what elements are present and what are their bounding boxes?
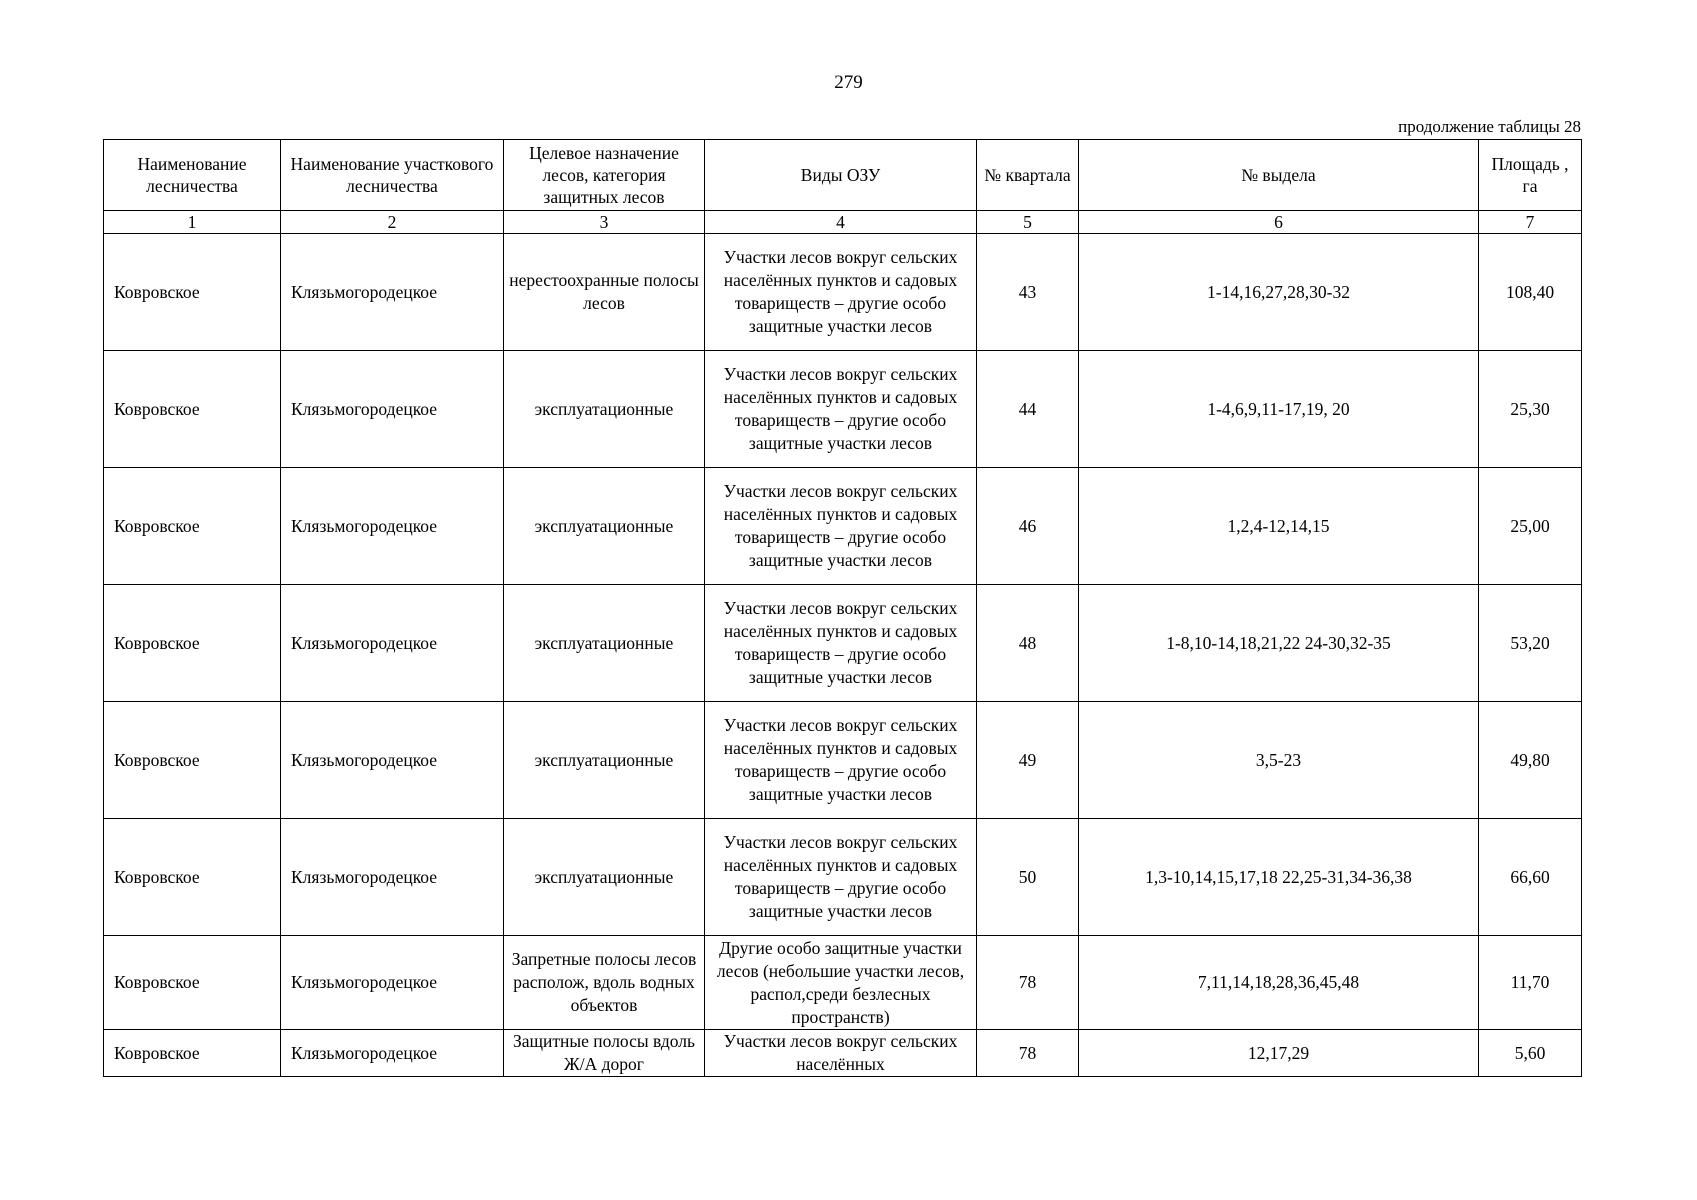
header-plot-number: № выдела bbox=[1079, 140, 1479, 211]
plot-number-cell: 1-4,6,9,11-17,19, 20 bbox=[1079, 351, 1479, 468]
ozu-type-cell: Участки лесов вокруг сельских населённых пунктов и садовых товариществ – другие особо защитные участки лесов bbox=[705, 585, 977, 702]
column-number-row bbox=[104, 211, 1582, 234]
table-row bbox=[104, 702, 1582, 819]
area-cell: 108,40 bbox=[1479, 234, 1582, 351]
table-row bbox=[104, 234, 1582, 351]
forestry-cell: Ковровское bbox=[104, 936, 281, 1030]
forestry-cell: Ковровское bbox=[104, 819, 281, 936]
column-number: 6 bbox=[1079, 211, 1479, 234]
ozu-type-cell: Участки лесов вокруг сельских населённых пунктов и садовых товариществ – другие особо защитные участки лесов bbox=[705, 702, 977, 819]
quarter-number-cell: 48 bbox=[977, 585, 1079, 702]
forestry-cell: Ковровское bbox=[104, 468, 281, 585]
plot-number-cell: 1-8,10-14,18,21,22 24-30,32-35 bbox=[1079, 585, 1479, 702]
header-row bbox=[104, 140, 1582, 211]
area-cell: 25,30 bbox=[1479, 351, 1582, 468]
table-row bbox=[104, 819, 1582, 936]
district-forestry-cell: Клязьмогородецкое bbox=[281, 936, 504, 1030]
table-row bbox=[104, 468, 1582, 585]
column-number: 3 bbox=[504, 211, 705, 234]
quarter-number-cell: 78 bbox=[977, 936, 1079, 1030]
header-area: Площадь , га bbox=[1479, 140, 1582, 211]
forestry-cell: Ковровское bbox=[104, 351, 281, 468]
plot-number-cell: 1,2,4-12,14,15 bbox=[1079, 468, 1479, 585]
page-number: 279 bbox=[834, 72, 863, 93]
area-cell: 25,00 bbox=[1479, 468, 1582, 585]
column-number: 7 bbox=[1479, 211, 1582, 234]
area-cell: 11,70 bbox=[1479, 936, 1582, 1030]
area-cell: 5,60 bbox=[1479, 1030, 1582, 1077]
district-forestry-cell: Клязьмогородецкое bbox=[281, 702, 504, 819]
plot-number-cell: 3,5-23 bbox=[1079, 702, 1479, 819]
purpose-category-cell: эксплуатационные bbox=[504, 702, 705, 819]
plot-number-cell: 12,17,29 bbox=[1079, 1030, 1479, 1077]
area-cell: 66,60 bbox=[1479, 819, 1582, 936]
column-number: 4 bbox=[705, 211, 977, 234]
district-forestry-cell: Клязьмогородецкое bbox=[281, 819, 504, 936]
plot-number-cell: 1,3-10,14,15,17,18 22,25-31,34-36,38 bbox=[1079, 819, 1479, 936]
header-forestry: Наименование лесничества bbox=[104, 140, 281, 211]
forestry-cell: Ковровское bbox=[104, 585, 281, 702]
table-row bbox=[104, 585, 1582, 702]
ozu-type-cell: Участки лесов вокруг сельских населённых bbox=[705, 1030, 977, 1077]
column-number: 2 bbox=[281, 211, 504, 234]
ozu-type-cell: Участки лесов вокруг сельских населённых пунктов и садовых товариществ – другие особо защитные участки лесов bbox=[705, 234, 977, 351]
quarter-number-cell: 78 bbox=[977, 1030, 1079, 1077]
district-forestry-cell: Клязьмогородецкое bbox=[281, 585, 504, 702]
area-cell: 49,80 bbox=[1479, 702, 1582, 819]
ozu-type-cell: Другие особо защитные участки лесов (небольшие участки лесов, распол,среди безлесных пространств) bbox=[705, 936, 977, 1030]
quarter-number-cell: 44 bbox=[977, 351, 1079, 468]
district-forestry-cell: Клязьмогородецкое bbox=[281, 234, 504, 351]
plot-number-cell: 7,11,14,18,28,36,45,48 bbox=[1079, 936, 1479, 1030]
district-forestry-cell: Клязьмогородецкое bbox=[281, 1030, 504, 1077]
column-number: 5 bbox=[977, 211, 1079, 234]
quarter-number-cell: 50 bbox=[977, 819, 1079, 936]
forestry-cell: Ковровское bbox=[104, 702, 281, 819]
purpose-category-cell: эксплуатационные bbox=[504, 819, 705, 936]
ozu-type-cell: Участки лесов вокруг сельских населённых пунктов и садовых товариществ – другие особо защитные участки лесов bbox=[705, 468, 977, 585]
plot-number-cell: 1-14,16,27,28,30-32 bbox=[1079, 234, 1479, 351]
purpose-category-cell: Запретные полосы лесов располож, вдоль водных объектов bbox=[504, 936, 705, 1030]
ozu-type-cell: Участки лесов вокруг сельских населённых пунктов и садовых товариществ – другие особо защитные участки лесов bbox=[705, 351, 977, 468]
purpose-category-cell: эксплуатационные bbox=[504, 468, 705, 585]
header-quarter-number: № квартала bbox=[977, 140, 1079, 211]
area-cell: 53,20 bbox=[1479, 585, 1582, 702]
table-row bbox=[104, 1030, 1582, 1077]
purpose-category-cell: Защитные полосы вдоль Ж/А дорог bbox=[504, 1030, 705, 1077]
ozu-type-cell: Участки лесов вокруг сельских населённых пунктов и садовых товариществ – другие особо защитные участки лесов bbox=[705, 819, 977, 936]
quarter-number-cell: 43 bbox=[977, 234, 1079, 351]
purpose-category-cell: нерестоохранные полосы лесов bbox=[504, 234, 705, 351]
forestry-cell: Ковровское bbox=[104, 1030, 281, 1077]
forestry-cell: Ковровское bbox=[104, 234, 281, 351]
purpose-category-cell: эксплуатационные bbox=[504, 351, 705, 468]
ozu-table bbox=[103, 139, 1582, 1077]
purpose-category-cell: эксплуатационные bbox=[504, 585, 705, 702]
header-district-forestry: Наименование участкового лесничества bbox=[281, 140, 504, 211]
quarter-number-cell: 46 bbox=[977, 468, 1079, 585]
header-ozu-type: Виды ОЗУ bbox=[705, 140, 977, 211]
column-number: 1 bbox=[104, 211, 281, 234]
table-row bbox=[104, 351, 1582, 468]
district-forestry-cell: Клязьмогородецкое bbox=[281, 351, 504, 468]
header-purpose-category: Целевое назначение лесов, категория защитных лесов bbox=[504, 140, 705, 211]
table-row bbox=[104, 936, 1582, 1030]
table-caption: продолжение таблицы 28 bbox=[1398, 117, 1581, 136]
quarter-number-cell: 49 bbox=[977, 702, 1079, 819]
district-forestry-cell: Клязьмогородецкое bbox=[281, 468, 504, 585]
